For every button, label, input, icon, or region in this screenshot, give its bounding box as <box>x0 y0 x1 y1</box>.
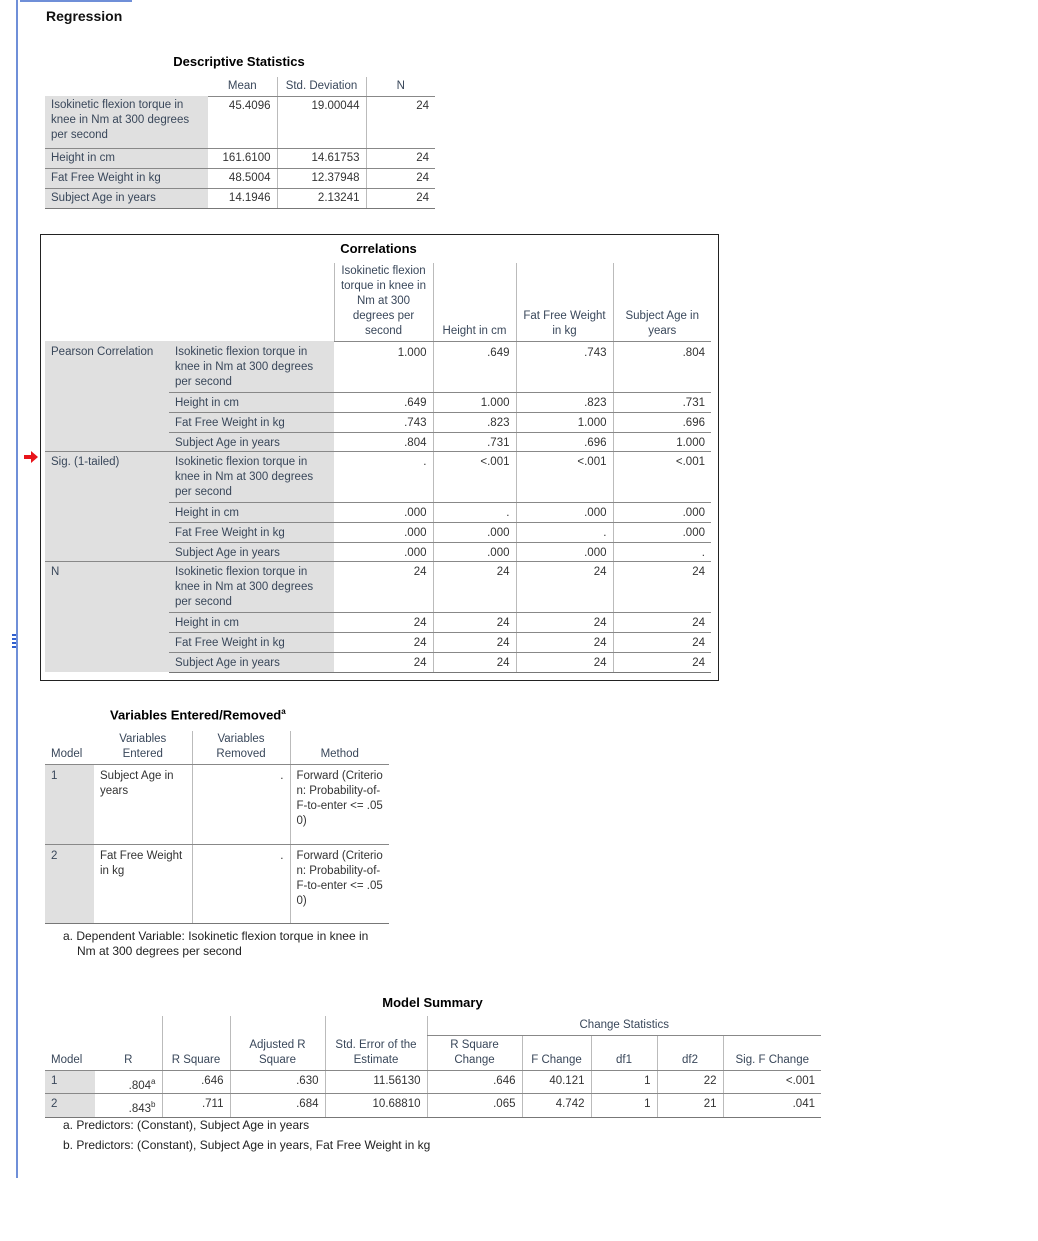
entered-variable: Subject Age in years <box>94 764 192 844</box>
correlations-value: .649 <box>433 341 516 392</box>
correlations-row-label: Isokinetic flexion torque in knee in Nm at 300 degrees per second <box>169 341 334 392</box>
summary-header-r: R <box>95 1035 162 1070</box>
descriptives-row-label: Isokinetic flexion torque in knee in Nm at 300 degrees per second <box>45 96 208 148</box>
entered-title <box>110 707 286 722</box>
entered-header-model: Model <box>45 731 94 764</box>
correlations-row-label: Subject Age in years <box>169 432 334 451</box>
descriptives-n: 24 <box>366 96 435 148</box>
correlations-value: <.001 <box>433 451 516 502</box>
correlations-value: 1.000 <box>613 432 711 451</box>
correlations-row-label: Fat Free Weight in kg <box>169 412 334 432</box>
entered-variable: Fat Free Weight in kg <box>94 844 192 923</box>
summary-corner <box>45 1016 95 1035</box>
splitter-handle[interactable] <box>12 634 16 648</box>
correlations-header-torque: Isokinetic flexion torque in knee in Nm at 300 degrees per second <box>334 263 433 341</box>
correlations-value: .823 <box>516 392 613 412</box>
correlations-value: 24 <box>334 612 433 632</box>
summary-title: Model Summary <box>382 995 483 1010</box>
descriptives-mean: 14.1946 <box>208 188 277 208</box>
correlations-value: . <box>433 502 516 522</box>
correlations-value: .000 <box>334 542 433 561</box>
correlations-value: .804 <box>334 432 433 451</box>
descriptives-sd: 14.61753 <box>277 148 366 168</box>
entered-footnote: a. Dependent Variable: Isokinetic flexion torque in knee in Nm at 300 degrees per second <box>63 929 369 958</box>
descriptives-mean: 48.5004 <box>208 168 277 188</box>
correlations-value: . <box>516 522 613 542</box>
descriptives-mean: 45.4096 <box>208 96 277 148</box>
correlations-value: .696 <box>613 412 711 432</box>
correlations-corner <box>45 263 334 341</box>
summary-r2: .711 <box>162 1094 230 1118</box>
correlations-value: .000 <box>613 522 711 542</box>
correlations-row-label: Subject Age in years <box>169 542 334 561</box>
regression-heading: Regression <box>46 8 123 24</box>
summary-model: 1 <box>45 1070 95 1094</box>
descriptives-row-label: Fat Free Weight in kg <box>45 168 208 188</box>
summary-header-df2: df2 <box>657 1035 723 1070</box>
summary-spacer <box>325 1016 427 1035</box>
correlations-value: 24 <box>433 612 516 632</box>
correlations-value: .649 <box>334 392 433 412</box>
entered-model: 1 <box>45 764 94 844</box>
correlations-value: .000 <box>516 502 613 522</box>
summary-r-value: .843 <box>128 1103 152 1116</box>
correlations-value: .000 <box>613 502 711 522</box>
summary-footnote-a: a. Predictors: (Constant), Subject Age in years <box>63 1118 310 1132</box>
current-item-arrow-icon <box>24 451 38 463</box>
correlations-value: 1.000 <box>334 341 433 392</box>
correlations-group-sig: Sig. (1-tailed) <box>45 451 169 561</box>
summary-r2: .646 <box>162 1070 230 1094</box>
entered-header-method: Method <box>290 731 389 764</box>
descriptives-header-mean: Mean <box>208 77 277 96</box>
summary-model: 2 <box>45 1094 95 1118</box>
descriptives-sd: 19.00044 <box>277 96 366 148</box>
correlations-value: 24 <box>334 632 433 652</box>
summary-header-df1: df1 <box>591 1035 657 1070</box>
correlations-value: . <box>613 542 711 561</box>
summary-r-sup: a <box>151 1076 156 1086</box>
descriptives-corner <box>45 77 208 96</box>
correlations-value: .696 <box>516 432 613 451</box>
descriptives-n: 24 <box>366 188 435 208</box>
summary-header-model: Model <box>45 1035 95 1070</box>
correlations-value: 24 <box>613 561 711 612</box>
removed-variable: . <box>192 764 290 844</box>
correlations-value: 1.000 <box>433 392 516 412</box>
summary-adj: .630 <box>230 1070 325 1094</box>
correlations-value: .000 <box>516 542 613 561</box>
correlations-value: .000 <box>433 542 516 561</box>
descriptives-n: 24 <box>366 168 435 188</box>
correlations-row-label: Fat Free Weight in kg <box>169 632 334 652</box>
summary-r2c: .646 <box>427 1070 522 1094</box>
correlations-value: <.001 <box>516 451 613 502</box>
correlations-row-label: Isokinetic flexion torque in knee in Nm at 300 degrees per second <box>169 451 334 502</box>
correlations-table <box>45 263 711 673</box>
summary-df1: 1 <box>591 1094 657 1118</box>
correlations-value: 24 <box>613 612 711 632</box>
correlations-value: 24 <box>334 561 433 612</box>
entered-method: Forward (Criterion: Probability-of-F-to-enter <= .050) <box>290 844 389 923</box>
summary-adj: .684 <box>230 1094 325 1118</box>
correlations-header-height: Height in cm <box>433 263 516 341</box>
summary-spacer <box>230 1016 325 1035</box>
summary-change-header: Change Statistics <box>427 1016 821 1035</box>
summary-footnote-b: b. Predictors: (Constant), Subject Age in years, Fat Free Weight in kg <box>63 1138 431 1152</box>
descriptives-row-label: Height in cm <box>45 148 208 168</box>
correlations-value: .743 <box>516 341 613 392</box>
correlations-value: 24 <box>433 561 516 612</box>
descriptives-table <box>45 77 435 209</box>
correlations-title: Correlations <box>340 241 417 256</box>
correlations-value: . <box>334 451 433 502</box>
correlations-group-pearson: Pearson Correlation <box>45 341 169 451</box>
entered-model: 2 <box>45 844 94 923</box>
descriptives-sd: 12.37948 <box>277 168 366 188</box>
correlations-value: 24 <box>334 652 433 672</box>
descriptives-sd: 2.13241 <box>277 188 366 208</box>
entered-header-removed: Variables Removed <box>192 731 290 764</box>
correlations-row-label: Height in cm <box>169 502 334 522</box>
correlations-value: .000 <box>433 522 516 542</box>
descriptives-row-label: Subject Age in years <box>45 188 208 208</box>
correlations-value: .823 <box>433 412 516 432</box>
removed-variable: . <box>192 844 290 923</box>
entered-title-text: Variables Entered/Removed <box>110 707 282 723</box>
descriptives-header-n: N <box>366 77 435 96</box>
summary-spacer <box>162 1016 230 1035</box>
summary-se: 11.56130 <box>325 1070 427 1094</box>
top-rule <box>20 0 132 2</box>
summary-sig: .041 <box>723 1094 821 1118</box>
correlations-value: .731 <box>613 392 711 412</box>
correlations-value: .000 <box>334 522 433 542</box>
correlations-value: <.001 <box>613 451 711 502</box>
entered-title-sup: a <box>281 707 286 716</box>
descriptives-header-sd: Std. Deviation <box>277 77 366 96</box>
correlations-row-label: Fat Free Weight in kg <box>169 522 334 542</box>
summary-r-sup: b <box>151 1100 156 1110</box>
correlations-value: 24 <box>516 561 613 612</box>
summary-spacer <box>95 1016 162 1035</box>
summary-se: 10.68810 <box>325 1094 427 1118</box>
correlations-value: 24 <box>516 652 613 672</box>
summary-fc: 4.742 <box>522 1094 591 1118</box>
entered-header-entered: Variables Entered <box>94 731 192 764</box>
entered-table <box>45 731 389 924</box>
correlations-header-age: Subject Age in years <box>613 263 711 341</box>
correlations-group-n: N <box>45 561 169 672</box>
descriptives-mean: 161.6100 <box>208 148 277 168</box>
summary-table <box>45 1016 821 1118</box>
summary-df2: 21 <box>657 1094 723 1118</box>
summary-sig: <.001 <box>723 1070 821 1094</box>
correlations-value: 1.000 <box>516 412 613 432</box>
summary-header-r2c: R Square Change <box>427 1035 522 1070</box>
summary-r-value: .804 <box>128 1079 152 1092</box>
summary-fc: 40.121 <box>522 1070 591 1094</box>
correlations-row-label: Isokinetic flexion torque in knee in Nm at 300 degrees per second <box>169 561 334 612</box>
correlations-value: 24 <box>613 632 711 652</box>
entered-method: Forward (Criterion: Probability-of-F-to-enter <= .050) <box>290 764 389 844</box>
summary-r <box>95 1094 162 1118</box>
correlations-row-label: Height in cm <box>169 612 334 632</box>
correlations-value: 24 <box>516 632 613 652</box>
summary-header-fc: F Change <box>522 1035 591 1070</box>
correlations-value: 24 <box>516 612 613 632</box>
summary-header-adj: Adjusted R Square <box>230 1035 325 1070</box>
summary-df2: 22 <box>657 1070 723 1094</box>
summary-df1: 1 <box>591 1070 657 1094</box>
summary-r2c: .065 <box>427 1094 522 1118</box>
correlations-value: .804 <box>613 341 711 392</box>
summary-header-se: Std. Error of the Estimate <box>325 1035 427 1070</box>
correlations-value: 24 <box>613 652 711 672</box>
correlations-row-label: Height in cm <box>169 392 334 412</box>
correlations-header-ffw: Fat Free Weight in kg <box>516 263 613 341</box>
summary-header-r2: R Square <box>162 1035 230 1070</box>
descriptives-title: Descriptive Statistics <box>173 54 305 69</box>
correlations-value: .000 <box>334 502 433 522</box>
correlations-row-label: Subject Age in years <box>169 652 334 672</box>
correlations-value: 24 <box>433 652 516 672</box>
descriptives-n: 24 <box>366 148 435 168</box>
summary-header-sig: Sig. F Change <box>723 1035 821 1070</box>
correlations-value: 24 <box>433 632 516 652</box>
summary-r <box>95 1070 162 1094</box>
correlations-value: .743 <box>334 412 433 432</box>
outline-rule <box>16 0 18 1178</box>
correlations-value: .731 <box>433 432 516 451</box>
